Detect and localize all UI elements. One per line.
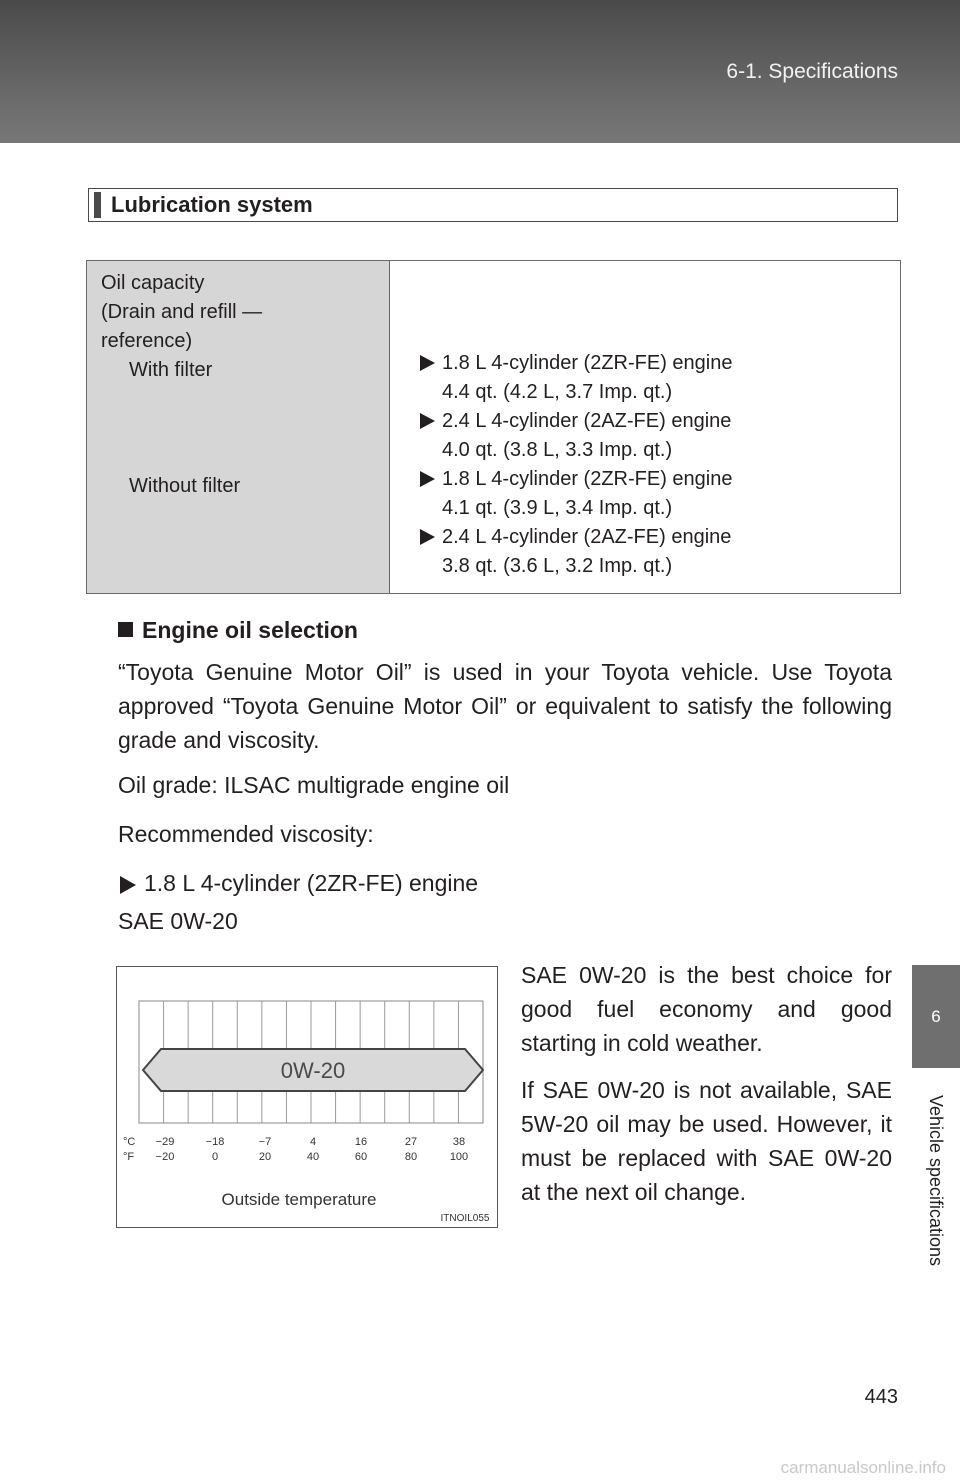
capacity-value: 4.4 qt. (4.2 L, 3.7 Imp. qt.) bbox=[442, 381, 673, 403]
lubrication-section-title: Lubrication system bbox=[111, 192, 313, 217]
label-line: reference) bbox=[101, 330, 193, 352]
fahrenheit-tick-label: 80 bbox=[404, 1151, 418, 1163]
celsius-tick-label: 4 bbox=[309, 1136, 317, 1148]
viscosity-label-line: Recommended viscosity: bbox=[118, 821, 374, 847]
square-bullet-icon bbox=[118, 622, 133, 637]
celsius-tick-label: −7 bbox=[258, 1136, 272, 1148]
capacity-entry bbox=[420, 523, 900, 581]
figure-caption: Outside temperature bbox=[221, 1190, 377, 1209]
section-bar-marker bbox=[94, 192, 101, 218]
engine-name: 1.8 L 4-cylinder (2ZR-FE) engine bbox=[442, 468, 733, 490]
viscosity-notes bbox=[521, 958, 892, 1222]
fahrenheit-tick-labels bbox=[156, 1151, 469, 1163]
section-title-header: 6-1. Specifications bbox=[726, 60, 898, 83]
engine-name: 2.4 L 4-cylinder (2AZ-FE) engine bbox=[442, 526, 732, 548]
capacity-entry bbox=[420, 465, 900, 523]
chapter-label: Vehicle specifications bbox=[926, 1094, 947, 1267]
viscosity-note-best-choice: SAE 0W-20 is the best choice for good fuel economy and good starting in cold weather. bbox=[521, 962, 892, 1056]
fahrenheit-unit: °F bbox=[123, 1151, 135, 1163]
lubrication-section-bar bbox=[88, 188, 898, 222]
celsius-tick-label: −29 bbox=[155, 1136, 175, 1148]
triangle-bullet-icon bbox=[120, 876, 136, 894]
site-watermark: carmanualsonline.info bbox=[780, 1458, 946, 1477]
engine-name: 1.8 L 4-cylinder (2ZR-FE) engine bbox=[442, 352, 733, 374]
chapter-tab[interactable] bbox=[912, 965, 960, 1068]
triangle-bullet-icon bbox=[420, 355, 435, 371]
viscosity-note-alternative: If SAE 0W-20 is not available, SAE 5W-20 oil may be used. However, it must be replaced with SAE 0W-20 at the next oil change. bbox=[521, 1077, 892, 1205]
figure-code: ITNOIL055 bbox=[440, 1213, 490, 1224]
celsius-tick-label: 16 bbox=[354, 1136, 368, 1148]
label-line: Oil capacity bbox=[101, 272, 205, 294]
engine-line bbox=[120, 870, 478, 897]
triangle-bullet-icon bbox=[420, 471, 435, 487]
chapter-side-label bbox=[912, 1068, 960, 1293]
oil-capacity-label-cell bbox=[87, 261, 390, 594]
triangle-bullet-icon bbox=[420, 413, 435, 429]
oil-selection-heading-text: Engine oil selection bbox=[142, 617, 358, 643]
viscosity-chart-figure bbox=[116, 966, 498, 1228]
celsius-tick-label: 27 bbox=[404, 1136, 418, 1148]
celsius-tick-label: −18 bbox=[205, 1136, 225, 1148]
capacity-value: 4.1 qt. (3.9 L, 3.4 Imp. qt.) bbox=[442, 497, 673, 519]
sae-grade-line: SAE 0W-20 bbox=[118, 908, 238, 934]
capacity-entry bbox=[420, 349, 900, 407]
oil-capacity-value-cell bbox=[390, 261, 901, 594]
capacity-value: 3.8 qt. (3.6 L, 3.2 Imp. qt.) bbox=[442, 555, 673, 577]
oil-selection-paragraph: “Toyota Genuine Motor Oil” is used in your Toyota vehicle. Use Toyota approved “Toyota Genuine Motor Oil” or equivalent to satisfy the following grade and viscosity. bbox=[118, 659, 892, 753]
without-filter-label: Without filter bbox=[129, 475, 241, 497]
triangle-bullet-icon bbox=[420, 529, 435, 545]
celsius-unit: °C bbox=[123, 1136, 136, 1148]
engine-name: 2.4 L 4-cylinder (2AZ-FE) engine bbox=[442, 410, 732, 432]
viscosity-chart-svg bbox=[117, 967, 497, 1227]
fahrenheit-tick-label: −20 bbox=[155, 1151, 175, 1163]
oil-selection-heading bbox=[118, 617, 358, 644]
fahrenheit-tick-label: 0 bbox=[211, 1151, 219, 1163]
fahrenheit-tick-label: 60 bbox=[354, 1151, 368, 1163]
page-header bbox=[0, 0, 960, 143]
fahrenheit-tick-label: 20 bbox=[258, 1151, 272, 1163]
capacity-entry bbox=[420, 407, 900, 465]
with-filter-label: With filter bbox=[129, 359, 213, 381]
band-label: 0W-20 bbox=[280, 1058, 346, 1083]
capacity-value: 4.0 qt. (3.8 L, 3.3 Imp. qt.) bbox=[442, 439, 673, 461]
page-number: 443 bbox=[864, 1386, 898, 1408]
celsius-tick-labels bbox=[156, 1136, 465, 1148]
celsius-tick-label: 38 bbox=[452, 1136, 466, 1148]
oil-capacity-table bbox=[86, 260, 901, 594]
label-line: (Drain and refill — bbox=[101, 301, 263, 323]
engine-line-text: 1.8 L 4-cylinder (2ZR-FE) engine bbox=[144, 870, 479, 896]
oil-grade-line: Oil grade: ILSAC multigrade engine oil bbox=[118, 772, 510, 798]
fahrenheit-tick-label: 100 bbox=[449, 1151, 469, 1163]
chapter-number: 6 bbox=[931, 1006, 941, 1026]
fahrenheit-tick-label: 40 bbox=[306, 1151, 320, 1163]
